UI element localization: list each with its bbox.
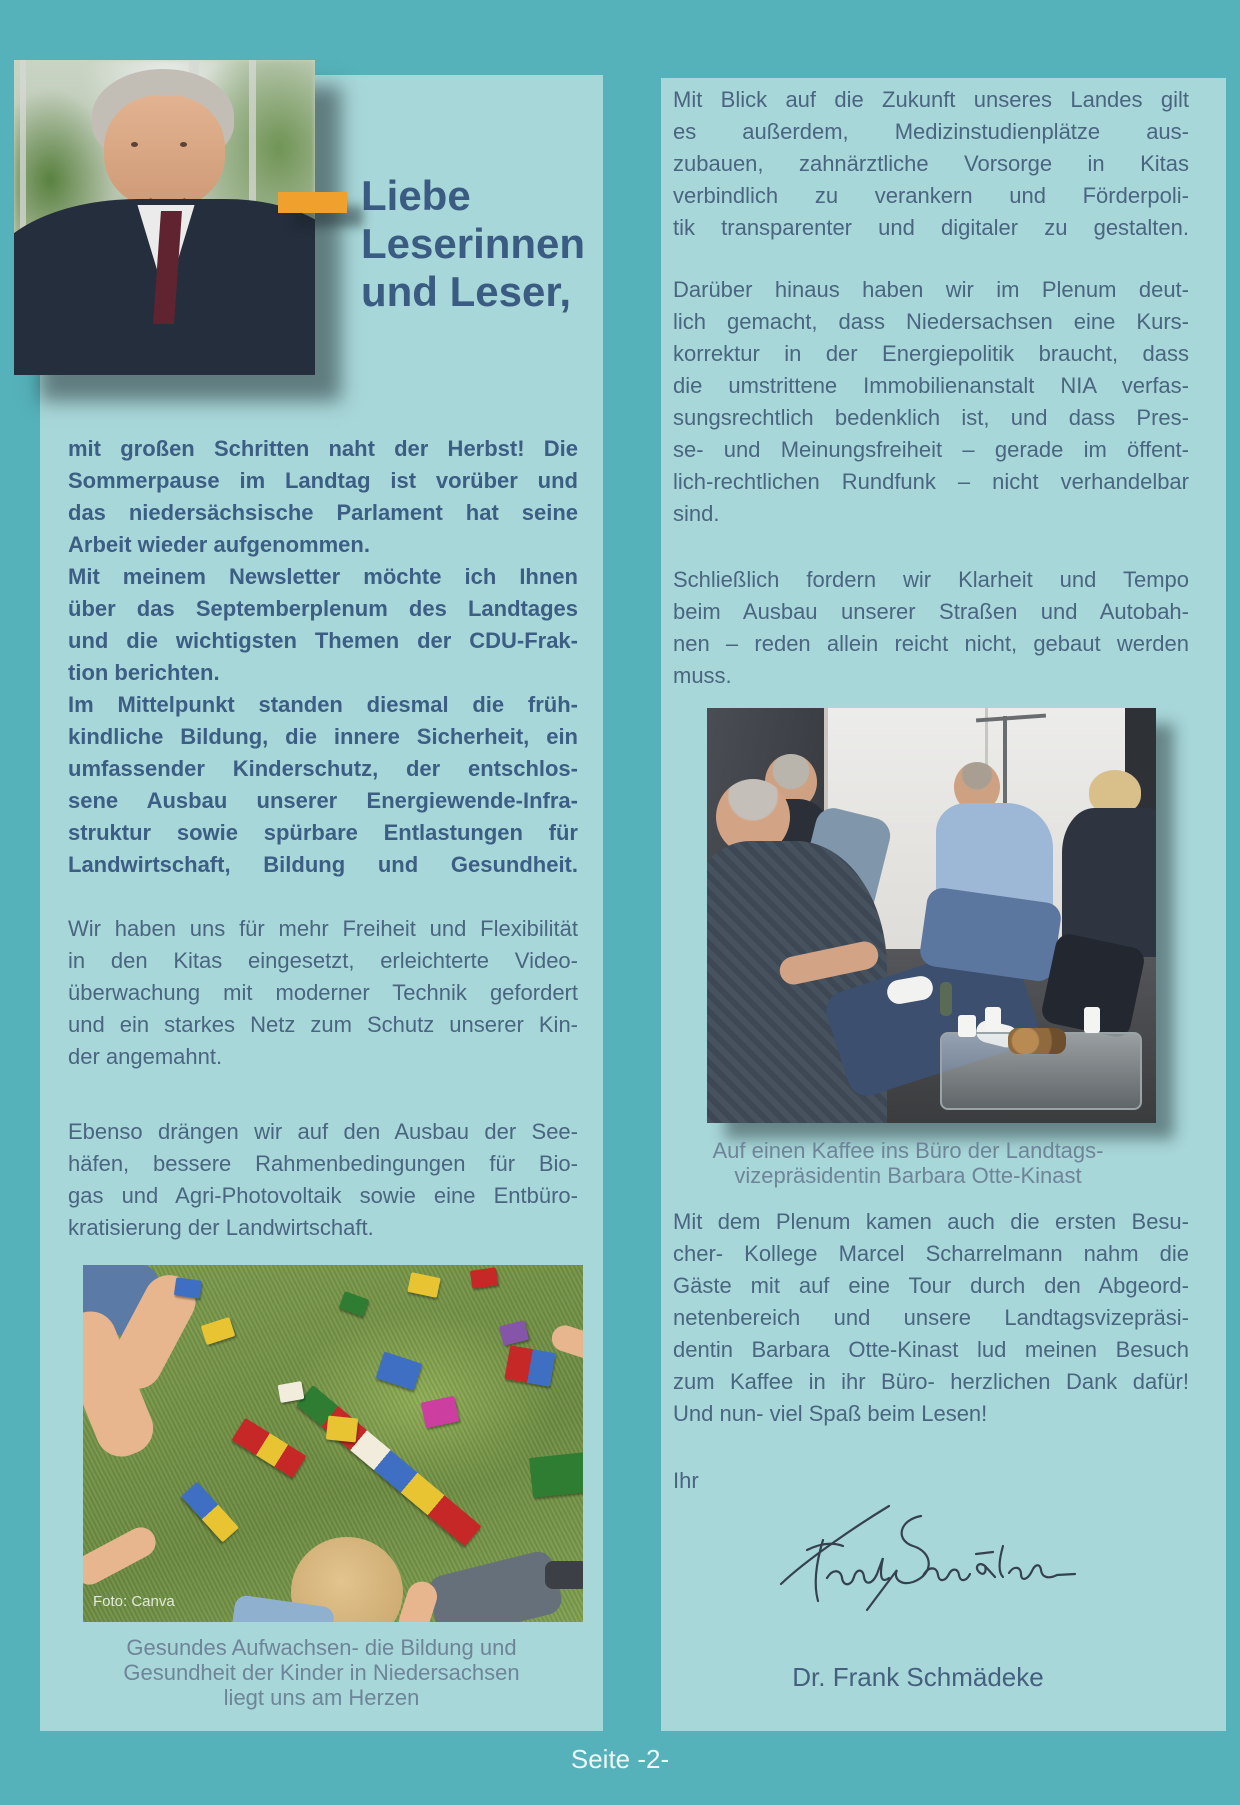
photo-credit-watermark: Foto: Canva [93,1593,175,1610]
seehaefen-paragraph: Ebenso drängen wir auf den Ausbau der See- häfen, bessere Rahmenbedingungen für Bio- gas und Agri-Photovoltaik sowie eine Entbüro- kratisierung der Landwirtschaft. [68,1119,578,1240]
footer-page-number: Seite -2- [570,1744,670,1774]
intro-paragraph-2: Mit meinem Newsletter möchte ich Ihnen über das Septemberplenum des Landtages und die wichtigsten Themen der CDU-Frak- tion berichten. [68,564,578,685]
salutation-text: Ihr [673,1468,699,1493]
toy-block [421,1396,460,1429]
toy-block [504,1345,555,1386]
child-shoe-shape [545,1561,583,1589]
plenum-paragraph: Darüber hinaus haben wir im Plenum deut- lich gemacht, dass Niedersachsen eine Kurs- korrektur in der Energiepolitik braucht, dass die umstrittene Immobilienanstalt NIA verfas- sungsrechtlich bedenklich ist, und dass Pres- se- und Meinungsfreiheit – gerade im öffent- lich-rechtlichen Rundfunk – nicht verhandelbar sind. [673,277,1189,526]
toy-block [470,1267,498,1288]
signature-name-text: Dr. Frank Schmädeke [792,1662,1044,1692]
snack-tray-shape [1008,1028,1066,1054]
kids-photo-caption: Gesundes Aufwachsen- die Bildung und Gesundheit der Kinder in Niedersachsen liegt uns am Herzen [123,1635,520,1710]
coffee-photo-caption: Auf einen Kaffee ins Büro der Landtags- vizepräsidentin Barbara Otte-Kinast [712,1138,1104,1188]
toy-block [339,1291,370,1317]
kids-blocks-photo [83,1265,583,1622]
portrait-photo [14,60,315,375]
toy-block [326,1415,358,1442]
besucher-paragraph: Mit dem Plenum kamen auch die ersten Besu- cher- Kollege Marcel Scharrelmann nahm die Gäste mit auf eine Tour durch den Abgeord- netenbereich und unsere Landtagsvizepräsi- dentin Barbara Otte-Kinast lud meinen Besuch zum Kaffee in ihr Büro- herzlichen Dank dafür! Und nun- viel Spaß beim Lesen! [673,1209,1189,1426]
coffee-mug-shape [1084,1007,1100,1033]
toy-block-cross [232,1418,307,1478]
coffee-meeting-photo [707,708,1156,1123]
orange-accent-bar [278,192,347,213]
greeting-heading: Liebe Leserinnen und Leser, [361,172,586,315]
coffee-mug-shape [985,1007,1001,1031]
toy-block [201,1317,236,1345]
toy-truck-shape [529,1452,583,1498]
child-legs-gray-shape [425,1548,565,1622]
strassen-paragraph: Schließlich fordern wir Klarheit und Tempo beim Ausbau unserer Straßen und Autobah- nen – reden allein reicht nicht, gebaut werden muss. [673,567,1189,688]
coffee-mug-shape [958,1015,976,1037]
signature-image [771,1498,1081,1623]
toy-block [181,1482,239,1543]
intro-paragraph-1: mit großen Schritten naht der Herbst! Die Sommerpause im Landtag ist vorüber und das niedersächsische Parlament hat seine Arbeit wieder aufgenommen. [68,436,578,557]
right-column-panel [661,78,1226,1731]
zukunft-paragraph: Mit Blick auf die Zukunft unseres Landes gilt es außerdem, Medizinstudienplätze aus- zubauen, zahnärztliche Vorsorge in Kitas verbindlich zu verankern und Förderpoli- tik transparenter und digitaler zu gestalten. [673,87,1189,240]
bottle-shape [940,982,952,1016]
toy-block [174,1277,202,1298]
toy-block [499,1320,529,1346]
kitas-paragraph: Wir haben uns für mehr Freiheit und Flexibilität in den Kitas eingesetzt, erleichterte Video- überwachung mit moderner Technik gefordert und ein starkes Netz zum Schutz unserer Kin- der angemahnt. [68,916,578,1069]
toy-block [376,1352,423,1391]
intro-paragraph-3: Im Mittelpunkt standen diesmal die früh- kindliche Bildung, die innere Sicherheit, ein umfassender Kinderschutz, der entschlos- sene Ausbau unserer Energiewende-Infra- struktur sowie spürbare Entlastungen für Landwirtschaft, Bildung und Gesundheit. [68,692,578,877]
child-arm-bottom-shape [83,1522,161,1590]
portrait-eye-shape [180,142,187,147]
toy-block [407,1272,441,1298]
